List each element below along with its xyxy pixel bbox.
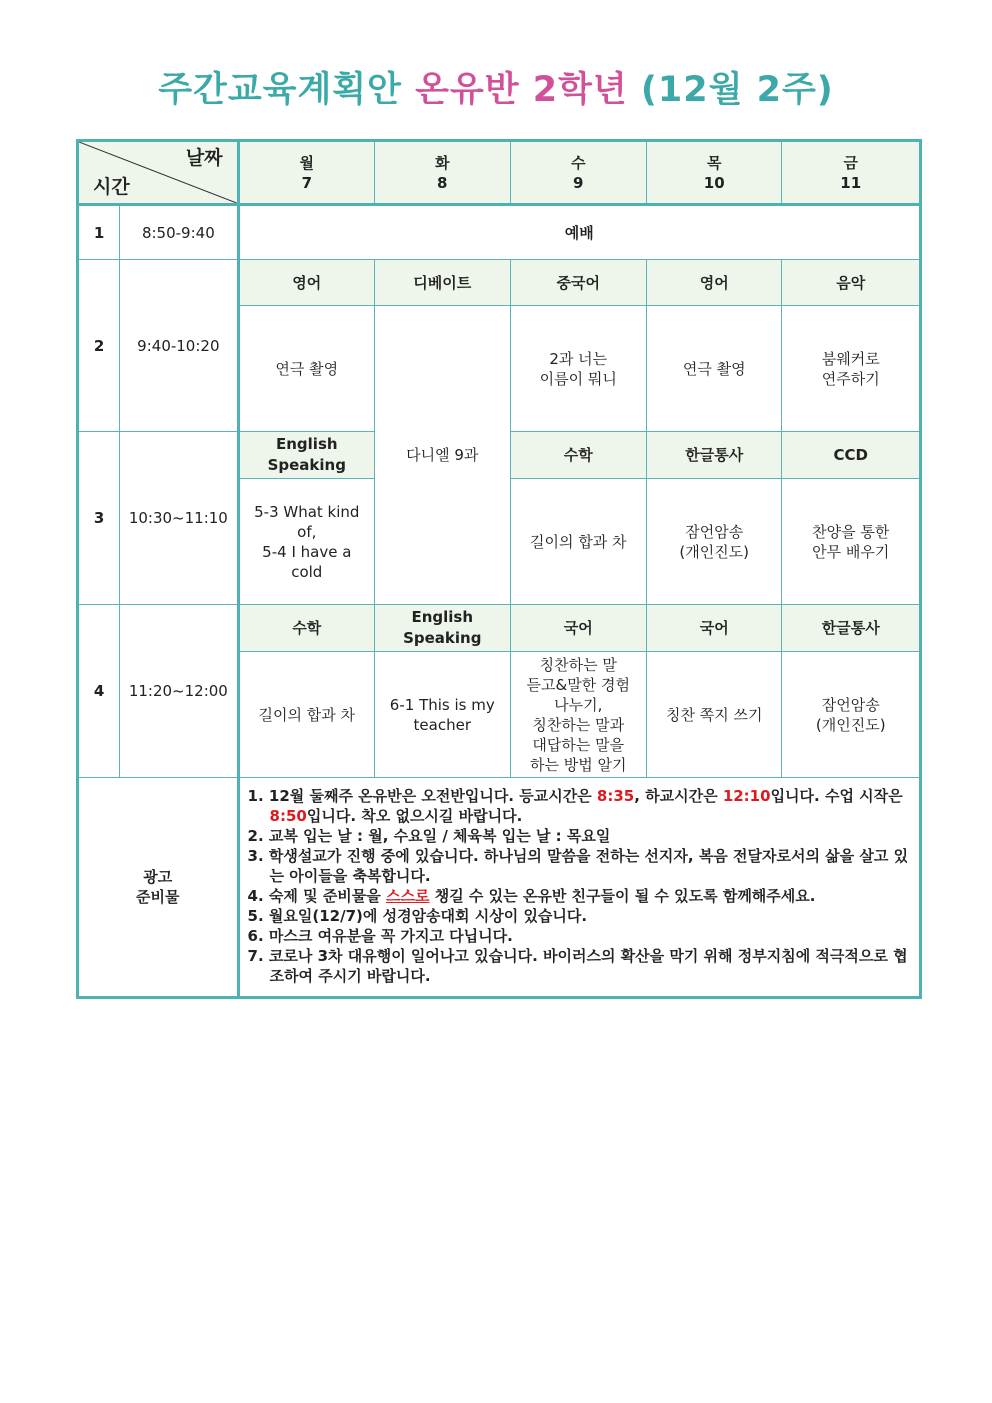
content-cell: 찬양을 통한 안무 배우기 [782,479,921,605]
day-header-mon: 월 7 [238,141,374,205]
day-header-wed: 수 9 [510,141,646,205]
subject-cell: CCD [782,432,921,479]
subject-cell: 디베이트 [375,260,510,306]
time-label: 시간 [93,176,130,198]
notice-label: 광고 [143,868,173,886]
content-cell: 길이의 합과 차 [238,652,374,778]
day-header-tue: 화 8 [375,141,510,205]
content-cell: 다니엘 9과 [375,306,510,605]
notice-label-cell [78,778,239,998]
subject-cell: 국어 [510,605,646,652]
content-cell: 잠언암송 (개인진도) [646,479,781,605]
content-cell: 길이의 합과 차 [510,479,646,605]
dismissal-time: 12:10 [722,787,771,805]
period-number: 3 [78,432,120,605]
content-cell: 2과 너는 이름이 뭐니 [510,306,646,432]
notice-item: 2. 교복 입는 날 : 월, 수요일 / 체육복 입는 날 : 목요일 [247,827,611,845]
subject-cell: 수학 [238,605,374,652]
subject-cell: English Speaking [375,605,510,652]
period-time: 10:30~11:10 [120,432,238,605]
period-number: 2 [78,260,120,432]
class-start-time: 8:50 [269,807,307,825]
period-time: 11:20~12:00 [120,605,238,778]
content-cell: 연극 촬영 [238,306,374,432]
content-cell: 칭찬 쪽지 쓰기 [646,652,781,778]
weekly-schedule-table [76,139,922,999]
subject-cell: 중국어 [510,260,646,306]
notice-content [238,778,920,998]
subject-cell: 음악 [782,260,921,306]
day-header-fri: 금 11 [782,141,921,205]
content-cell: 5-3 What kind of, 5-4 I have a cold [238,479,374,605]
period-time: 8:50-9:40 [120,205,238,260]
content-cell: 붐웨커로 연주하기 [782,306,921,432]
period-number: 4 [78,605,120,778]
day-header-thu: 목 10 [646,141,781,205]
notice-list [248,786,911,986]
arrival-time: 8:35 [596,787,635,805]
content-cell: 6-1 This is my teacher [375,652,510,778]
subject-cell: 한글통사 [782,605,921,652]
period-number: 1 [78,205,120,260]
subject-cell: 영어 [238,260,374,306]
subject-cell: 한글통사 [646,432,781,479]
subject-cell: 국어 [646,605,781,652]
page-title [0,62,992,112]
title-plan: 주간교육계획안 [158,70,402,110]
emphasis-text: 스스로 [386,887,430,905]
date-label: 날짜 [185,147,223,169]
period-time: 9:40-10:20 [120,260,238,432]
supplies-label: 준비물 [136,888,180,906]
notice-item: 3. 학생설교가 진행 중에 있습니다. 하나님의 말씀을 전하는 선지자, 복음 전달자로서의 삶을 살고 있는 아이들을 축복합니다. [247,847,909,885]
subject-cell: English Speaking [238,432,374,479]
content-cell: 잠언암송 (개인진도) [782,652,921,778]
subject-cell: 수학 [510,432,646,479]
subject-cell: 영어 [646,260,781,306]
notice-item: 5. 월요일(12/7)에 성경암송대회 시상이 있습니다. [247,907,588,925]
title-class: 온유반 2학년 [415,70,628,110]
header-corner-cell [78,141,239,205]
chapel-cell: 예배 [238,205,920,260]
content-cell: 연극 촬영 [646,306,781,432]
notice-item: 4. 숙제 및 준비물을 스스로 챙길 수 있는 온유반 친구들이 될 수 있도록 함께해주세요. [247,887,816,905]
notice-item: 6. 마스크 여유분을 꼭 가지고 다닙니다. [247,927,513,945]
content-cell: 칭찬하는 말 듣고&말한 경험 나누기, 칭찬하는 말과 대답하는 말을 하는 방법 알기 [510,652,646,778]
notice-item: 1. 12월 둘째주 온유반은 오전반입니다. 등교시간은 8:35, 하교시간은 12:10입니다. 수업 시작은 8:50입니다. 착오 없으시길 바랍니다. [247,787,903,825]
title-week: (12월 2주) [640,70,834,110]
notice-item: 7. 코로나 3차 대유행이 일어나고 있습니다. 바이러스의 확산을 막기 위해 정부지침에 적극적으로 협조하여 주시기 바랍니다. [247,947,908,985]
